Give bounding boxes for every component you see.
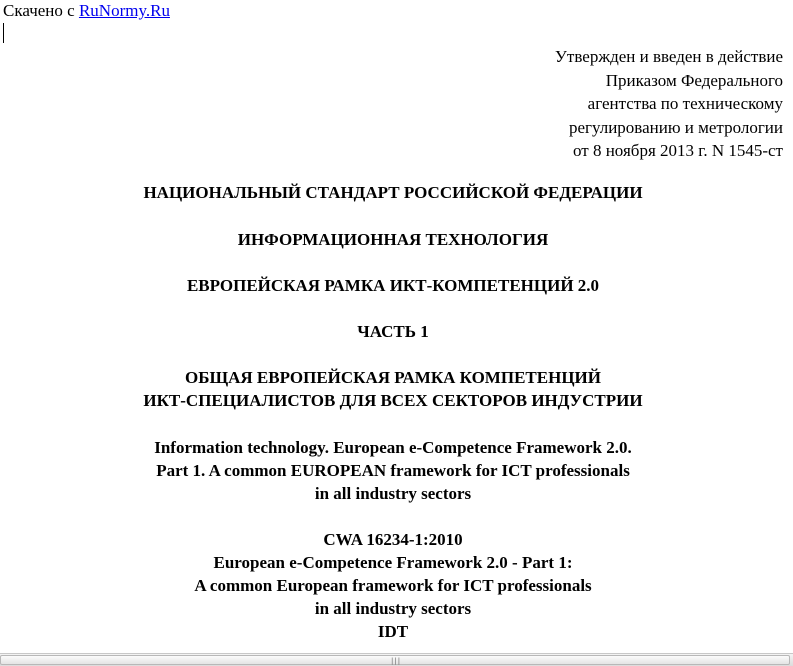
approval-line: регулированию и метрологии	[568, 117, 783, 137]
cwa-line: A common European framework for ICT professionals	[194, 576, 592, 595]
cwa-line: CWA 16234-1:2010	[323, 530, 463, 549]
download-prefix: Скачено с	[3, 1, 79, 20]
approval-line: Приказом Федерального	[605, 70, 783, 90]
cwa-line: IDT	[377, 622, 409, 641]
english-title-line: Information technology. European e-Competence Framework 2.0.	[154, 438, 632, 457]
english-title	[0, 436, 786, 505]
cwa-line: European e-Competence Framework 2.0 - Part 1:	[213, 553, 573, 572]
approval-line: от 8 ноября 2013 г. N 1545-ст	[573, 141, 783, 160]
cwa-line: in all industry sectors	[314, 599, 472, 618]
runormy-link[interactable]: RuNormy.Ru	[78, 1, 170, 20]
approval-block	[555, 45, 783, 163]
scrollbar-thumb[interactable]	[0, 655, 790, 665]
national-standard-title: НАЦИОНАЛЬНЫЙ СТАНДАРТ РОССИЙСКОЙ ФЕДЕРАЦИИ	[143, 183, 643, 202]
part-title: ЧАСТЬ 1	[357, 322, 429, 341]
approval-line: Утвержден и введен в действие	[554, 47, 783, 66]
text-cursor	[3, 23, 4, 43]
english-title-line: Part 1. A common EUROPEAN framework for ICT professionals	[156, 461, 630, 480]
approval-line: агентства по техническому	[587, 94, 783, 113]
framework-title: ЕВРОПЕЙСКАЯ РАМКА ИКТ-КОМПЕТЕНЦИЙ 2.0	[186, 276, 600, 295]
general-title-line: ОБЩАЯ ЕВРОПЕЙСКАЯ РАМКА КОМПЕТЕНЦИЙ	[184, 368, 601, 387]
download-source-line	[3, 1, 170, 21]
general-title-line: ИКТ-СПЕЦИАЛИСТОВ ДЛЯ ВСЕХ СЕКТОРОВ ИНДУСТРИИ	[143, 391, 643, 410]
cwa-block	[0, 528, 786, 643]
english-title-line: in all industry sectors	[314, 484, 472, 503]
it-title: ИНФОРМАЦИОННАЯ ТЕХНОЛОГИЯ	[237, 230, 549, 249]
horizontal-scrollbar[interactable]	[0, 653, 793, 666]
general-title	[0, 366, 786, 412]
grip-lines-icon: |||	[391, 657, 402, 665]
